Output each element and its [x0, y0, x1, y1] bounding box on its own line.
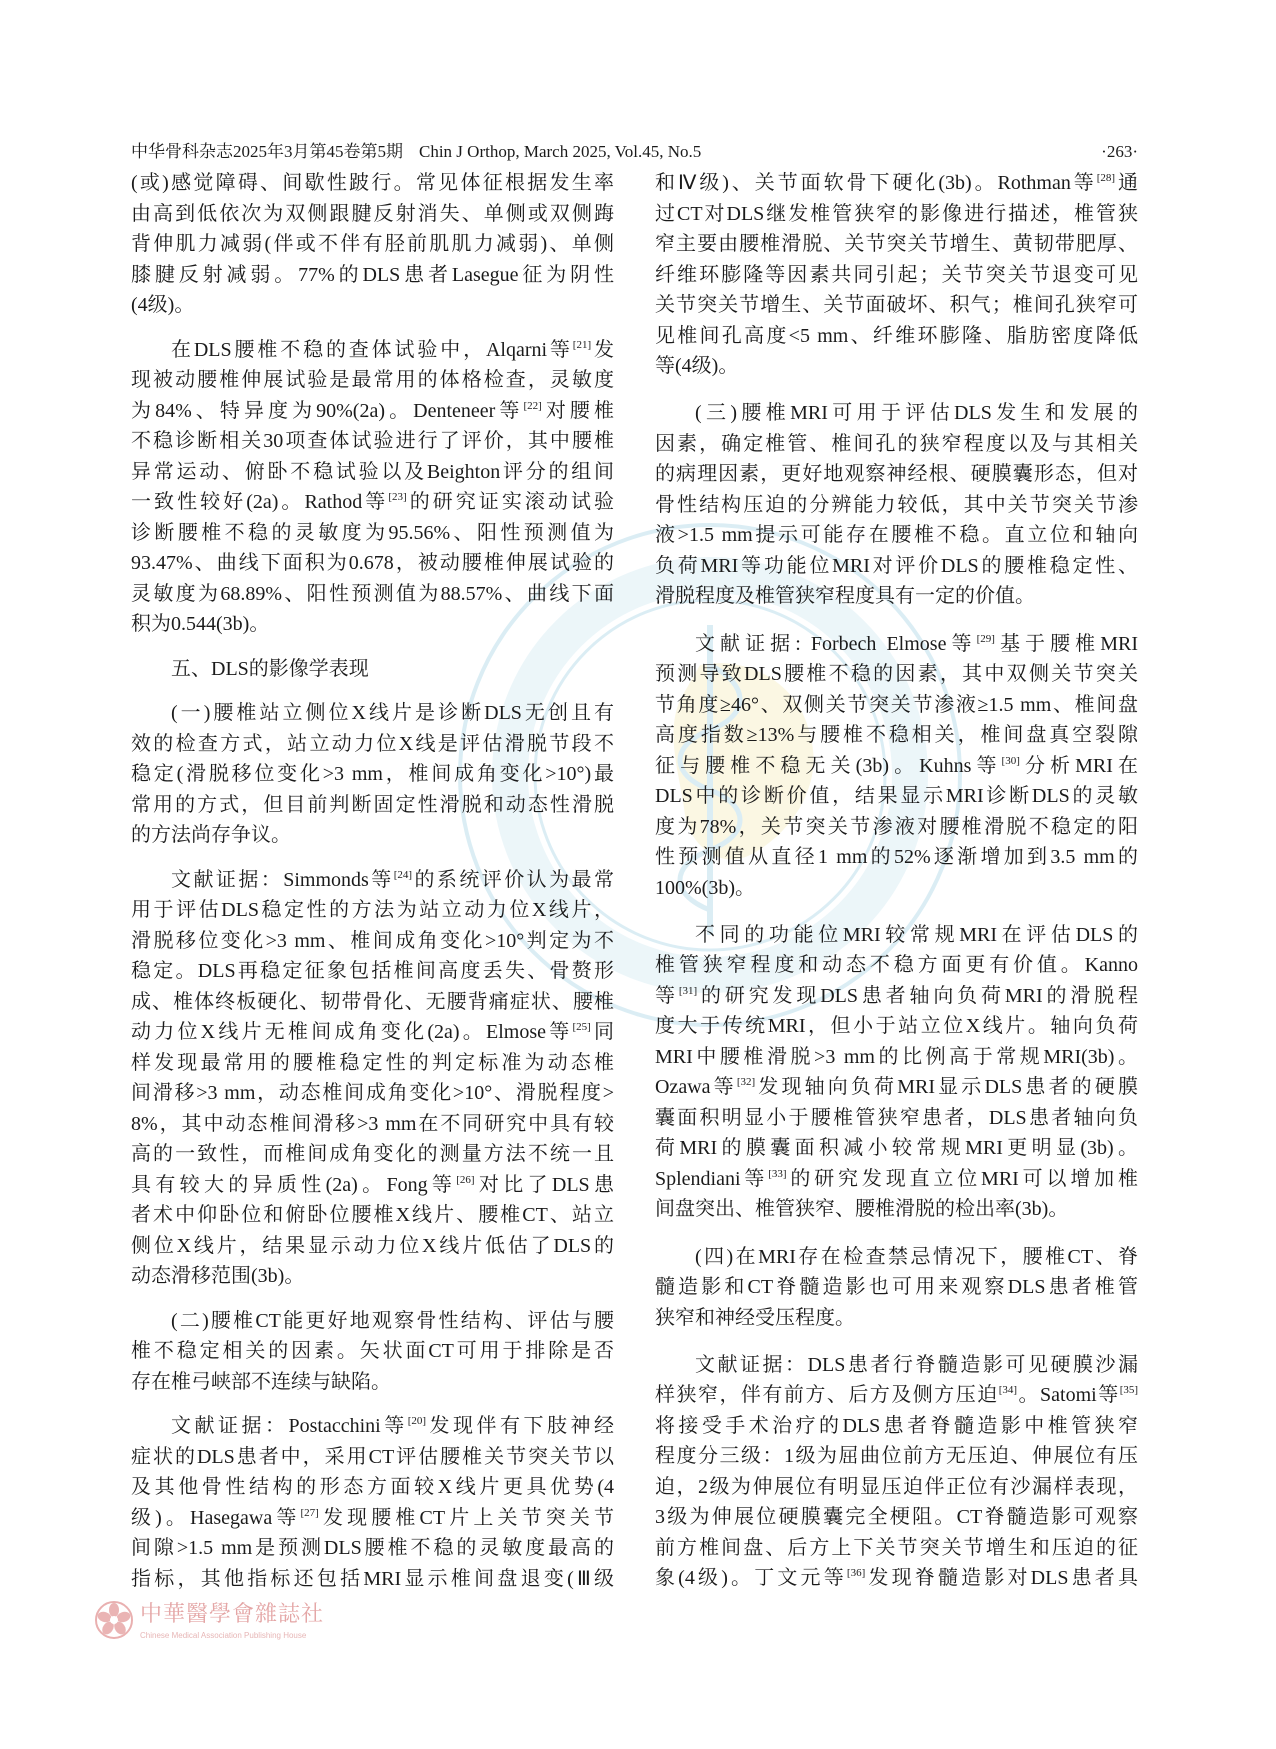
text-run: 预测导致DLS腰椎不稳的因素，其中双侧关节突关: [655, 663, 1138, 686]
text-run: (二)腰椎CT能更好地观察骨性结构、评估与腰: [171, 1309, 614, 1332]
text-line: [655, 1563, 1138, 1594]
text-line: [655, 260, 1138, 291]
citation-reference: [28]: [1096, 172, 1116, 184]
publisher-logo: [94, 1598, 354, 1646]
paragraph: [131, 1306, 614, 1398]
text-run: 对比了DLS患: [474, 1173, 614, 1196]
text-run: 迫，2级为伸展位有明显压迫伴正位有沙漏样表现，: [655, 1475, 1138, 1498]
citation-reference: [21]: [572, 338, 592, 351]
paragraph: [655, 1350, 1138, 1594]
text-line: [655, 659, 1138, 690]
text-run: 侧位X线片，结果显示动力位X线片低估了DLS的: [131, 1234, 614, 1257]
text-run: 狭窄和神经受压程度。: [655, 1306, 855, 1329]
text-line: [655, 1350, 1138, 1381]
text-line: [131, 365, 614, 396]
text-line: [131, 698, 614, 729]
text-line: [655, 1303, 1138, 1334]
publisher-logo-icon: [94, 1600, 134, 1640]
text-line: [131, 1503, 614, 1534]
text-line: [655, 168, 1138, 199]
text-run: 用于评估DLS稳定性的方法为站立动力位X线片，: [131, 899, 614, 921]
text-run: 100%(3b)。: [655, 876, 755, 899]
text-line: [655, 290, 1138, 321]
text-run: 文献证据: Forbech Elmose等: [695, 632, 977, 655]
text-run: 的方法尚存争议。: [131, 824, 291, 846]
text-line: [131, 487, 614, 518]
citation-reference: [30]: [1001, 754, 1020, 767]
text-line: [131, 290, 614, 321]
text-run: 及其他骨性结构的形态方面较X线片更具优势(4: [131, 1476, 614, 1498]
citation-reference: [25]: [572, 1021, 591, 1033]
text-line: [131, 729, 614, 760]
text-line: [131, 1078, 614, 1109]
text-run: 程度分三级：1级为屈曲位前方无压迫、伸展位有压: [655, 1445, 1138, 1468]
text-line: [655, 1194, 1138, 1225]
text-run: 文献证据：Simmonds等: [171, 868, 394, 891]
text-run: 分析MRI在: [1019, 754, 1138, 777]
publisher-name-cn: 中華醫學會雜誌社: [140, 1602, 325, 1627]
text-line: [655, 520, 1138, 551]
text-run: 通: [1115, 172, 1139, 194]
text-run: 度为78%，关节突关节渗液对腰椎滑脱不稳定的阳: [655, 815, 1138, 838]
text-run: 成、椎体终板硬化、韧带骨化、无腰背痛症状、腰椎: [131, 990, 614, 1013]
text-line: [131, 1533, 614, 1564]
citation-reference: [26]: [456, 1173, 475, 1186]
text-run: 稳定(滑脱移位变化>3 mm，椎间成角变化>10°)最: [131, 763, 614, 785]
text-line: [131, 1170, 614, 1201]
text-run: 不稳诊断相关30项查体试验进行了评价，其中腰椎: [131, 430, 614, 452]
text-run: 的研究发现直立位MRI可以增加椎: [786, 1167, 1138, 1190]
text-line: [131, 229, 614, 260]
text-line: [131, 895, 614, 926]
text-line: [655, 429, 1138, 460]
text-line: [131, 1367, 614, 1398]
text-run: 窄主要由腰椎滑脱、关节突关节增生、黄韧带肥厚、: [655, 233, 1138, 255]
text-run: 者术中仰卧位和俯卧位腰椎X线片、腰椎CT、站立: [131, 1204, 614, 1226]
text-run: 节角度≥46°、双侧关节突关节渗液≥1.5 mm、椎间盘: [655, 693, 1138, 716]
citation-reference: [23]: [388, 491, 407, 503]
text-run: 在DLS腰椎不稳的查体试验中，Alqarni等: [171, 338, 573, 361]
text-run: 等(4级)。: [655, 355, 739, 377]
text-line: [131, 579, 614, 610]
text-line: [655, 490, 1138, 521]
text-run: 效的检查方式，站立动力位X线是评估滑脱节段不: [131, 732, 614, 755]
text-line: [655, 398, 1138, 429]
text-run: 间滑移>3 mm，动态椎间成角变化>10°、滑脱程度>: [131, 1082, 614, 1104]
text-line: [131, 1139, 614, 1170]
text-line: [131, 1411, 614, 1442]
text-line: [131, 518, 614, 549]
text-line: [131, 820, 614, 851]
page-number: ·263·: [1101, 142, 1138, 161]
text-run: (4级)。: [131, 294, 195, 316]
text-line: [655, 920, 1138, 951]
citation-reference: [27]: [300, 1506, 319, 1519]
citation-reference: [34]: [998, 1384, 1018, 1397]
text-run: 囊面积明显小于腰椎管狭窄患者，DLS患者轴向负: [655, 1106, 1138, 1129]
text-run: 动态滑移范围(3b)。: [131, 1265, 305, 1287]
text-run: 的研究发现DLS患者轴向负荷MRI的滑脱程: [697, 984, 1138, 1007]
text-run: 为84%、特异度为90%(2a)。Denteneer等: [131, 399, 524, 422]
text-line: [131, 396, 614, 427]
paragraph: [131, 168, 614, 321]
text-line: [131, 609, 614, 640]
text-line: [131, 926, 614, 957]
text-run: (或)感觉障碍、间歇性跛行。常见体征根据发生率: [131, 172, 614, 194]
paragraph: [655, 398, 1138, 612]
text-run: 纤维环膨隆等因素共同引起；关节突关节退变可见: [655, 263, 1138, 286]
text-line: [131, 1200, 614, 1231]
text-run: 荷MRI的膜囊面积减小较常规MRI更明显(3b)。: [655, 1137, 1138, 1160]
text-line: [655, 1472, 1138, 1503]
text-run: 常用的方式，但目前判断固定性滑脱和动态性滑脱: [131, 793, 614, 816]
text-line: [131, 865, 614, 896]
text-run: 93.47%、曲线下面积为0.678，被动腰椎伸展试验的: [131, 552, 614, 574]
text-run: 症状的DLS患者中，采用CT评估腰椎关节突关节以: [131, 1445, 614, 1468]
citation-reference: [35]: [1119, 1384, 1139, 1397]
text-line: [655, 690, 1138, 721]
text-line: [131, 1017, 614, 1048]
text-line: [655, 1272, 1138, 1303]
text-line: [131, 1261, 614, 1292]
text-run: 发现伴有下肢神经: [426, 1415, 614, 1437]
text-run: 间隙>1.5 mm是预测DLS腰椎不稳的灵敏度最高的: [131, 1537, 614, 1559]
journal-citation-cn: 中华骨科杂志2025年3月第45卷第5期: [131, 142, 403, 161]
text-run: 的研究证实滚动试验: [406, 491, 614, 513]
paragraph: [655, 920, 1138, 1225]
text-run: 和Ⅳ级)、关节面软骨下硬化(3b)。Rothman等: [655, 172, 1097, 194]
text-run: 发现脊髓造影对DLS患者具: [865, 1567, 1138, 1590]
text-run: 基于腰椎MRI: [994, 632, 1138, 655]
paragraph: [131, 698, 614, 851]
text-line: [655, 1411, 1138, 1442]
text-line: [655, 1072, 1138, 1103]
left-column: [131, 168, 614, 1594]
right-column: [655, 168, 1138, 1594]
text-run: 异常运动、俯卧不稳试验以及Beighton评分的组间: [131, 460, 614, 483]
text-line: [655, 551, 1138, 582]
text-run: 椎管狭窄程度和动态不稳方面更有价值。Kanno: [655, 954, 1138, 977]
text-line: [655, 1380, 1138, 1411]
text-run: 滑脱移位变化>3 mm、椎间成角变化>10°判定为不: [131, 929, 614, 952]
text-line: [131, 1564, 614, 1595]
text-line: [655, 873, 1138, 904]
paragraph: [131, 865, 614, 1292]
text-run: 稳定。DLS再稳定征象包括椎间高度丢失、骨赘形: [131, 960, 614, 982]
text-line: [131, 1306, 614, 1337]
text-run: 负荷MRI等功能位MRI对评价DLS的腰椎稳定性、: [655, 554, 1138, 577]
text-run: 文献证据：Postacchini等: [171, 1415, 408, 1437]
text-line: [655, 581, 1138, 612]
text-run: 指标，其他指标还包括MRI显示椎间盘退变(Ⅲ级: [131, 1567, 614, 1590]
text-line: [655, 1164, 1138, 1195]
text-run: 发现轴向负荷MRI显示DLS患者的硬膜: [755, 1076, 1138, 1099]
text-run: 滑脱程度及椎管狭窄程度具有一定的价值。: [655, 585, 1035, 608]
text-line: [655, 351, 1138, 382]
text-run: 间盘突出、椎管狭窄、腰椎滑脱的检出率(3b)。: [655, 1198, 1069, 1221]
text-run: 级)。Hasegawa等: [131, 1506, 301, 1529]
text-run: 的系统评价认为最常: [412, 868, 615, 891]
section-heading-text: 五、DLS的影像学表现: [171, 657, 369, 680]
text-run: 积为0.544(3b)。: [131, 613, 270, 635]
text-line: [131, 335, 614, 366]
text-run: 存在椎弓峡部不连续与缺陷。: [131, 1370, 391, 1393]
paragraph: [655, 1242, 1138, 1334]
text-line: [655, 629, 1138, 660]
text-run: 液>1.5 mm提示可能存在腰椎不稳。直立位和轴向: [655, 524, 1138, 547]
text-run: 对腰椎: [541, 399, 615, 422]
text-line: [655, 321, 1138, 352]
text-run: 发: [591, 338, 614, 361]
text-line: [131, 457, 614, 488]
text-run: 。Satomi等: [1017, 1384, 1120, 1407]
text-run: 高度指数≥13%与腰椎不稳相关，椎间盘真空裂隙: [655, 724, 1138, 747]
text-line: [131, 260, 614, 291]
text-line: [131, 956, 614, 987]
text-run: 的病理因素，更好地观察神经根、硬膜囊形态，但对: [655, 463, 1138, 486]
text-line: [131, 790, 614, 821]
text-run: 性预测值从直径1 mm的52%逐渐增加到3.5 mm的: [655, 846, 1138, 869]
text-run: 背伸肌力减弱(伴或不伴有胫前肌肌力减弱)、单侧: [131, 233, 614, 255]
text-line: [655, 1042, 1138, 1073]
text-run: Ozawa等: [655, 1076, 737, 1099]
text-line: [655, 781, 1138, 812]
text-run: 因素，确定椎管、椎间孔的狭窄程度以及与其相关: [655, 432, 1138, 455]
text-run: 发现腰椎CT片上关节突关节: [318, 1506, 614, 1529]
text-line: [655, 1502, 1138, 1533]
paragraph: [655, 629, 1138, 904]
text-run: 膝腱反射减弱。77%的DLS患者Lasegue征为阴性: [131, 263, 614, 286]
text-line: [131, 987, 614, 1018]
text-line: [655, 1441, 1138, 1472]
text-run: 动力位X线片无椎间成角变化(2a)。Elmose等: [131, 1021, 573, 1043]
text-line: [131, 168, 614, 199]
text-run: 见椎间孔高度<5 mm、纤维环膨隆、脂肪密度降低: [655, 324, 1138, 347]
citation-reference: [20]: [407, 1415, 427, 1427]
text-line: [655, 229, 1138, 260]
journal-citation-en: Chin J Orthop, March 2025, Vol.45, No.5: [419, 142, 702, 161]
text-line: [655, 981, 1138, 1012]
citation-reference: [36]: [846, 1567, 866, 1580]
text-run: (三)腰椎MRI可用于评估DLS发生和发展的: [695, 402, 1138, 425]
text-line: [131, 1231, 614, 1262]
text-run: 骨性结构压迫的分辨能力较低，其中关节突关节渗: [655, 493, 1138, 516]
citation-reference: [31]: [678, 984, 698, 997]
text-run: 前方椎间盘、后方上下关节突关节增生和压迫的征: [655, 1536, 1138, 1559]
text-run: 具有较大的异质性(2a)。Fong等: [131, 1173, 457, 1196]
text-run: 现被动腰椎伸展试验是最常用的体格检查，灵敏度: [131, 369, 614, 391]
publisher-name-en: Chinese Medical Association Publishing House: [140, 1631, 307, 1640]
text-line: [655, 950, 1138, 981]
citation-reference: [33]: [768, 1167, 787, 1180]
text-line: [131, 1442, 614, 1473]
text-run: 样发现最常用的腰椎稳定性的判定标准为动态椎: [131, 1051, 614, 1074]
text-run: 由高到低依次为双侧跟腱反射消失、单侧或双侧踇: [131, 202, 614, 225]
text-line: [131, 548, 614, 579]
text-line: [655, 1011, 1138, 1042]
text-run: 度大于传统MRI，但小于站立位X线片。轴向负荷: [655, 1015, 1138, 1038]
text-line: [131, 759, 614, 790]
text-line: [655, 1103, 1138, 1134]
text-run: 征与腰椎不稳无关(3b)。Kuhns等: [655, 754, 1002, 777]
text-line: [655, 720, 1138, 751]
text-line: [655, 1133, 1138, 1164]
paragraph: [655, 168, 1138, 382]
text-line: [655, 812, 1138, 843]
text-line: [655, 459, 1138, 490]
text-run: 同: [590, 1021, 615, 1043]
text-run: Splendiani等: [655, 1167, 769, 1190]
text-run: (四)在MRI存在检查禁忌情况下，腰椎CT、脊: [695, 1245, 1138, 1268]
paragraph: [131, 335, 614, 640]
text-run: 样狭窄，伴有前方、后方及侧方压迫: [655, 1384, 999, 1407]
text-run: 将接受手术治疗的DLS患者脊髓造影中椎管狭窄: [655, 1414, 1138, 1437]
text-line: [131, 1472, 614, 1503]
text-run: (一)腰椎站立侧位X线片是诊断DLS无创且有: [171, 702, 614, 724]
text-run: DLS中的诊断价值，结果显示MRI诊断DLS的灵敏: [655, 785, 1138, 808]
text-line: [131, 1336, 614, 1367]
text-run: 高的一致性，而椎间成角变化的测量方法不统一且: [131, 1143, 614, 1165]
text-run: 8%，其中动态椎间滑移>3 mm在不同研究中具有较: [131, 1112, 614, 1135]
text-run: 灵敏度为68.89%、阳性预测值为88.57%、曲线下面: [131, 582, 614, 605]
text-run: 等: [655, 984, 679, 1007]
text-line: [655, 1242, 1138, 1273]
running-header: [131, 141, 701, 163]
text-run: 不同的功能位MRI较常规MRI在评估DLS的: [695, 923, 1138, 946]
text-run: MRI中腰椎滑脱>3 mm的比例高于常规MRI(3b)。: [655, 1045, 1138, 1068]
section-heading: [131, 654, 614, 685]
text-line: [655, 1533, 1138, 1564]
citation-reference: [29]: [976, 632, 995, 645]
citation-reference: [24]: [393, 868, 413, 881]
text-line: [131, 426, 614, 457]
text-run: 椎不稳定相关的因素。矢状面CT可用于排除是否: [131, 1340, 614, 1362]
paragraph: [131, 1411, 614, 1594]
citation-reference: [32]: [736, 1076, 756, 1089]
citation-reference: [22]: [523, 399, 542, 412]
text-line: [131, 1109, 614, 1140]
text-line: [131, 199, 614, 230]
text-run: 关节突关节增生、关节面破坏、积气；椎间孔狭窄可: [655, 294, 1138, 316]
text-run: 象(4级)。丁文元等: [655, 1567, 847, 1590]
text-run: 过CT对DLS继发椎管狭窄的影像进行描述，椎管狭: [655, 202, 1138, 225]
text-run: 3级为伸展位硬膜囊完全梗阻。CT脊髓造影可观察: [655, 1506, 1138, 1529]
text-run: 文献证据：DLS患者行脊髓造影可见硬膜沙漏: [695, 1353, 1138, 1376]
text-line: [655, 842, 1138, 873]
text-line: [131, 1048, 614, 1079]
text-line: [655, 751, 1138, 782]
text-run: 一致性较好(2a)。Rathod等: [131, 491, 389, 513]
text-run: 诊断腰椎不稳的灵敏度为95.56%、阳性预测值为: [131, 521, 614, 544]
text-run: 髓造影和CT脊髓造影也可用来观察DLS患者椎管: [655, 1276, 1138, 1299]
text-line: [655, 199, 1138, 230]
